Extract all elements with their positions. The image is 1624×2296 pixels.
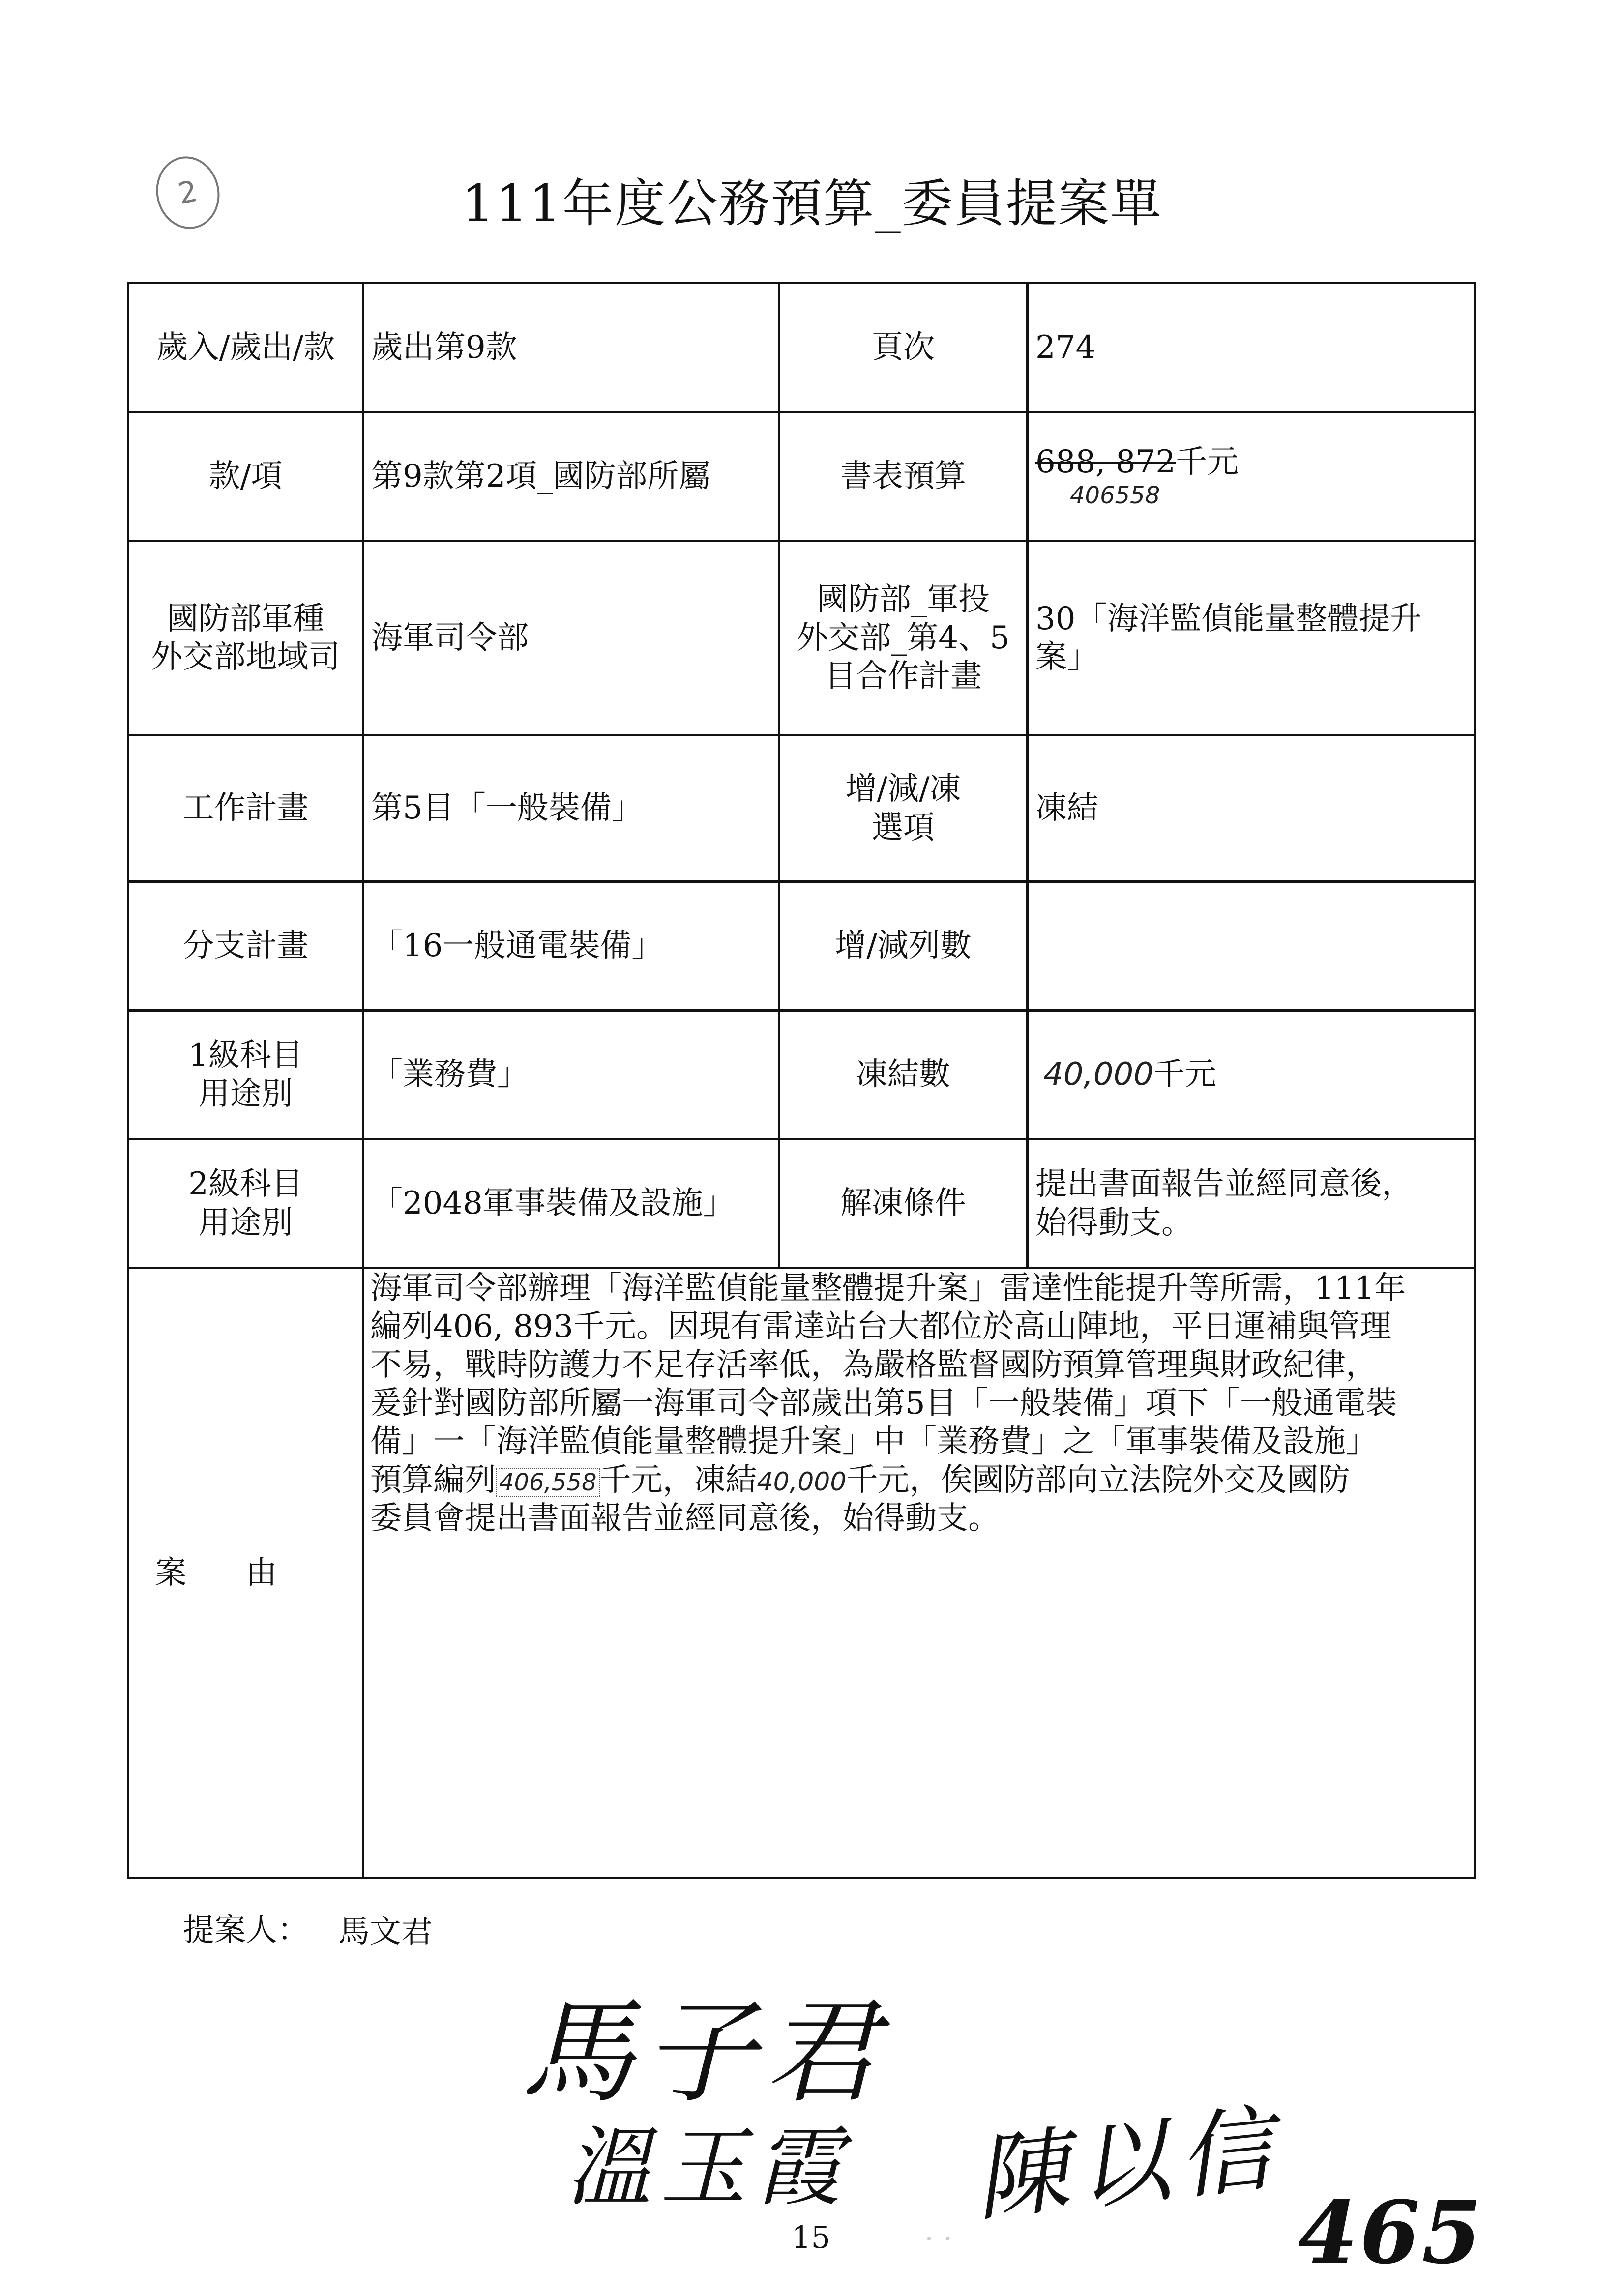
label-line: 增/減/凍 <box>845 771 961 808</box>
label-work-plan: 工作計畫 <box>128 735 363 882</box>
label-line: 選項 <box>872 809 935 846</box>
value-plan <box>1028 541 1476 735</box>
proposal-form-table <box>127 282 1476 1879</box>
value-revenue-expense: 歲出第9款 <box>363 283 779 412</box>
label-branch-plan: 分支計畫 <box>128 882 363 1011</box>
label-line: 國防部軍種 <box>167 600 325 637</box>
form-row <box>128 1139 1476 1268</box>
label-page: 頁次 <box>779 283 1028 412</box>
frozen-handwritten-amount: 40,000 <box>1043 1056 1153 1093</box>
label-level2-item <box>128 1139 363 1268</box>
label-budget: 書表預算 <box>779 412 1028 541</box>
reason-text-part: 預算編列 <box>370 1462 496 1499</box>
value-reason <box>363 1268 1476 1878</box>
value-unfreeze-condition <box>1028 1139 1476 1268</box>
reason-line: 爰針對國防部所屬一海軍司令部歲出第5目「一般裝備」項下「一般通電裝 <box>370 1385 1397 1422</box>
value-level1-item: 「業務費」 <box>363 1011 779 1139</box>
label-plan <box>779 541 1028 735</box>
label-revenue-expense: 歲入/歲出/款 <box>128 283 363 412</box>
value-frozen-amount <box>1028 1011 1476 1139</box>
label-line: 用途別 <box>198 1204 293 1241</box>
label-frozen-amount: 凍結數 <box>779 1011 1028 1139</box>
value-level2-item: 「2048軍事裝備及設施」 <box>363 1139 779 1268</box>
reason-line <box>370 1461 1470 1499</box>
label-line: 用途別 <box>198 1075 293 1112</box>
value-section: 第9款第2項_國防部所屬 <box>363 412 779 541</box>
value-page: 274 <box>1028 283 1476 412</box>
value-line: 提出書面報告並經同意後， <box>1035 1166 1413 1203</box>
page-title: 111年度公務預算_委員提案單 <box>462 174 1162 233</box>
handwritten-signature: 陳以信 <box>969 2093 1286 2234</box>
reason-line: 編列406, 893千元。因現有雷達站台大都位於高山陣地，平日運補與管理 <box>370 1308 1391 1345</box>
label-line: 目合作計畫 <box>825 658 982 695</box>
budget-unit: 千元 <box>1176 444 1239 481</box>
label-line: 1級科目 <box>188 1037 303 1074</box>
reason-line: 海軍司令部辦理「海洋監偵能量整體提升案」雷達性能提升等所需，111年 <box>370 1270 1406 1307</box>
handwritten-signature: 溫玉霞 <box>565 2118 850 2218</box>
reason-text-part: 千元，凍結 <box>599 1462 757 1499</box>
label-unfreeze-condition: 解凍條件 <box>779 1139 1028 1268</box>
label-option <box>779 735 1028 882</box>
label-change-amount: 增/減列數 <box>779 882 1028 1011</box>
label-line: 2級科目 <box>188 1166 303 1203</box>
form-row <box>128 412 1476 541</box>
proposer-label: 提案人： <box>183 1912 309 1948</box>
label-reason <box>128 1268 363 1878</box>
label-line: 外交部地域司 <box>151 639 340 675</box>
handwritten-frozen-amount: 40,000 <box>757 1467 847 1497</box>
page-number: 15 <box>792 2219 830 2255</box>
label-line: 外交部_第4、5 <box>797 619 1010 656</box>
reason-line: 備」一「海洋監偵能量整體提升案」中「業務費」之「軍事裝備及設施」 <box>370 1424 1377 1460</box>
frozen-unit: 千元 <box>1153 1056 1216 1093</box>
reason-line: 不易，戰時防護力不足存活率低，為嚴格監督國防預算管理與財政紀律， <box>370 1347 1377 1384</box>
form-row <box>128 541 1476 735</box>
form-row <box>128 882 1476 1011</box>
label-line: 國防部_軍投 <box>817 581 990 618</box>
handwritten-count: 465 <box>1298 2182 1484 2283</box>
budget-struck-value: 688, 872 <box>1035 444 1176 481</box>
label-military-branch <box>128 541 363 735</box>
value-line: 30「海洋監偵能量整體提升 <box>1035 600 1422 637</box>
budget-handwritten-note: 406558 <box>1070 482 1160 510</box>
circled-number-mark: 2 <box>149 150 226 234</box>
proposer-name: 馬文君 <box>338 1914 433 1950</box>
value-budget <box>1028 412 1476 541</box>
faint-mark: · · <box>924 2222 953 2256</box>
form-row-reason <box>128 1268 1476 1878</box>
value-option: 凍結 <box>1028 735 1476 882</box>
form-row <box>128 735 1476 882</box>
value-military-branch: 海軍司令部 <box>363 541 779 735</box>
handwritten-signature: 馬子君 <box>521 1987 887 2119</box>
form-row <box>128 1011 1476 1139</box>
value-work-plan: 第5目「一般裝備」 <box>363 735 779 882</box>
value-branch-plan: 「16一般通電裝備」 <box>363 882 779 1011</box>
reason-label-text: 案由 <box>155 1554 336 1591</box>
label-level1-item <box>128 1011 363 1139</box>
handwritten-budget-amount: 406,558 <box>496 1468 600 1497</box>
reason-line: 委員會提出書面報告並經同意後，始得動支。 <box>370 1500 1000 1537</box>
value-line: 始得動支。 <box>1035 1204 1193 1241</box>
reason-text-part: 千元，俟國防部向立法院外交及國防 <box>846 1462 1350 1499</box>
label-section: 款/項 <box>128 412 363 541</box>
value-change-amount <box>1028 882 1476 1011</box>
value-line: 案」 <box>1035 639 1098 675</box>
form-row <box>128 283 1476 412</box>
